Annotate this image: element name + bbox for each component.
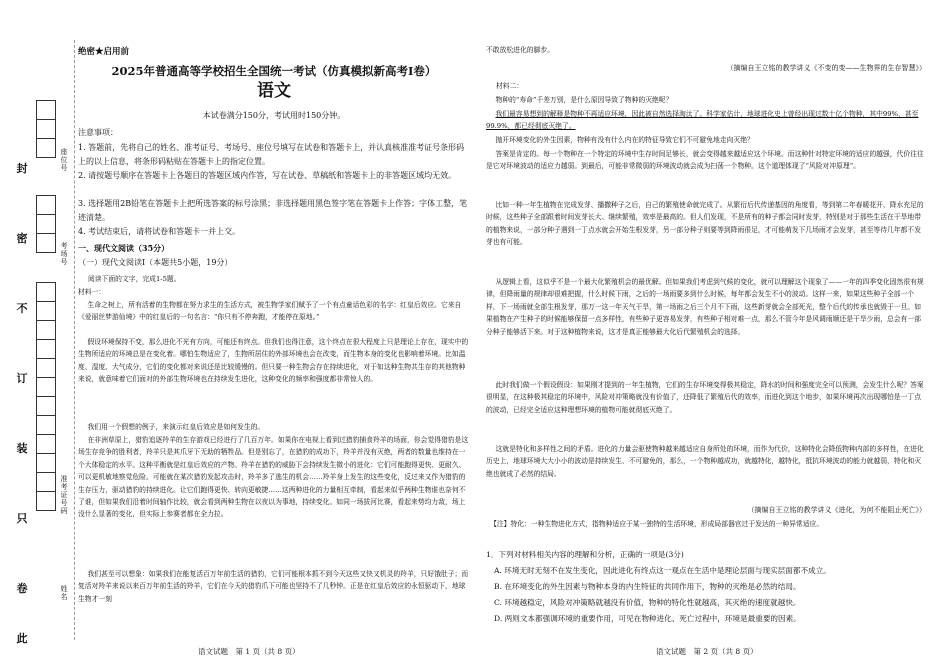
binding-dash-line	[74, 40, 75, 640]
exam-room-label: 考场号	[60, 242, 68, 266]
paragraph: 比如一种一年生植物在完成发芽、播撒种子之后，自己的繁殖使命就完成了。从繁衍后代传递基因的角度看，等到第二年春暖花开、降水充足的时候，这些种子全部跟着时间发芽长大、继续繁殖，效率是最高的。但人们发现，不是所有的种子都会同时发芽，特别是对于那些生活在干旱地带的植物来说，一部分种子遇到一丁点水就会开始生根发芽，另一部分种子则要等到降雨很足，才可能萌发下几场雨才会发芽，甚至等待几年都不发芽也有可能。	[486, 201, 924, 247]
paragraph: 在非洲草原上，猎豹追逐羚羊的生存游戏已经进行了几百万年。如果你在电视上看到过猎豹捕食羚羊的场面，你会觉得猎豹是这场生存竞争的胜利者，羚羊只是其爪牙下无助的牺牲品。但是别忘了，在猎豹的成功下，羚羊并没有灭绝，两者的数量也维持在一个大体稳定的水平。这种平衡就是红皇后效应的产物。羚羊在猎豹的威胁下会持续发生微小的进化：它们可能跑得更快、更耐久、可以更机敏地察觉危险。可能就在某次猎豹发起攻击时，羚羊多了逃生的机会……羚羊身上发生的这些变化，反过来又作为猎豹的生存压力，驱动猎豹的持续进化。让它们跑得更快、转向更敏捷……这两种进化的力量相互牵制，看起来似乎两种生物谁也奈何不了谁，但如果我们沿着时间轴作比较，就会看到两种生物在以夜以为事地，持续变化。如同一场拔河比赛，看起来势均力敌，场上没什么显著的变化，但实际上参赛者都在全力拉。	[78, 436, 469, 519]
seat-label: 座位号	[60, 148, 68, 172]
seal-char: 密	[16, 232, 28, 245]
paragraph: 物种的“寿命”千差万别，是什么原因导致了物种的灭绝呢？	[495, 96, 673, 104]
note-item: 2. 请按题号顺序在答题卡上各题目的答题区域内作答，写在试卷、草稿纸和答题卡上的非答题区域均无效。	[78, 171, 457, 180]
instruction: 阅读下面的文字，完成1-5题。	[88, 275, 181, 283]
section-title: 一、现代文阅读（35分）	[78, 243, 170, 253]
seal-char: 只	[16, 512, 28, 525]
material-label: 材料一：	[78, 288, 106, 296]
seal-line	[14, 120, 30, 645]
paragraph: 这就是特化和多样性之间的矛盾。进化的力量会驱使物种越来越适应自身所处的环境，而作为代价，这种特化会降低物种内部的多样性，在进化历史上，地球环境大大小小的波动是持续发生、不可避免的，那么，一个物种越成功，就越特化，越特化，抵抗环境波动的能力就越弱，特化和灭绝也就成了必然的结局。	[486, 445, 924, 478]
exam-title: 2025年普通高等学校招生全国统一考试（仿真模拟新高考Ⅰ卷）	[111, 64, 437, 78]
paragraph: 生命之树上，所有活着的生物都在努力求生的生活方式，被生物学家们赋予了一个有点童话色彩的名字：红皇后效应。它来自《爱丽丝梦游仙境》中的红皇后的一句名言：“你只有不停奔跑，才能停在原地。”	[78, 301, 462, 322]
secret-mark: 绝密★启用前	[78, 47, 130, 57]
paragraph: 假设环境保持不变，那么进化不光有方向，可能还有终点。但我们也得注意，这个终点在很大程度上只是理论上存在，现实中的生物所适应的环境总是在变化着。哪怕生物适应了，生物所居住的外部环境也会在改变，而生物本身的变化也影响着环境。比如温度、湿度、大气成分，它们的变化都对来说还是比较缓慢的。但只要一种生物会存在持续进化，对于如这种生物共生存的其他物种来说，就意味着它们面对的外部生物环境也在持续发生进化，这种变化的频率和强度都非常惊人的。	[78, 338, 469, 384]
note-item: 4. 考试结束后，请将试卷和答题卡一并上交。	[78, 227, 241, 236]
annotation-note: 【注】特化：一种生物进化方式，指物种适应于某一独特的生活环境，形成局部器官过于发达的一种异常适应。	[490, 520, 824, 528]
paragraph: 从逻辑上看，这似乎不是一个最大化繁殖机会的最优解。但如果我们考虑到气候的变化，就可以理解这个现象了——一年的四季变化固然很有规律，但降雨量的规律却很难把握，什么时候下雨，之后的一场雨要多到什么时候，每年都会发生不小的波动。这样一来，如果这些种子全部一个样，下一场雨就全部生根发芽，那万一这一年天气干旱，第一场雨之后三个月不下雨，这些新芽就会全部死光，整个后代的传承也就毁于一旦。如果植物在产生种子的时候能够保留一点多样性，有些种子更容易发芽，有些种子相对难一点，那么不管今年是风调雨顺还是干旱少雨，总会有一部分种子能够活下来。对于这种植物来说，这才是真正能够最大化后代繁殖机会的选择。	[486, 278, 924, 336]
seal-char: 封	[16, 162, 28, 175]
ticket-number-boxes[interactable]	[36, 282, 56, 511]
subject-title: 语文	[257, 81, 291, 101]
continued-text: 不敢放松进化的脚步。	[486, 46, 554, 54]
seal-char: 不	[16, 302, 28, 315]
note-item: 1. 答题前，先将自己的姓名、准考证号、考场号、座位号填写在试卷和答题卡上，并认真核准准考证号条形码上的以上信息，将条形码粘贴在答题卡上的指定位置。	[78, 143, 465, 166]
seal-char: 卷	[16, 582, 28, 595]
paragraph: 我们甚至可以想象：如果我们在能复活百万年前生活的猎豹，它们可能根本抓不到今天这些又快又机灵的羚羊，只好饿肚子；而复活对羚羊来说以来百万年前生活的羚羊，它们在今天的猎豹爪下可能也坚持不了几秒钟。正是在红皇后效应的永恒驱动下，地球生物才一刻	[78, 570, 469, 603]
question-stem: 1．下列对材料相关内容的理解和分析，正确的一项是(3分)	[486, 550, 684, 559]
score-line: 本试卷满分150分，考试用时150分钟。	[202, 111, 346, 120]
notes-heading: 注意事项：	[78, 128, 118, 137]
seal-char: 此	[16, 632, 28, 645]
source-citation: （摘编自王立铭的教学讲义《进化，为何不能阻止死亡》）	[747, 506, 926, 514]
option-b[interactable]: B. 在环境变化的外生因素与物种本身的内生特征的共同作用下，物种的灭绝是必然的结局。	[494, 582, 801, 591]
material-label: 材料二：	[496, 82, 524, 90]
seal-char: 订	[16, 372, 28, 385]
option-d[interactable]: D. 两则文本都强调环境的重要作用，可见在物种进化、死亡过程中，环境是最重要的因素。	[494, 614, 801, 623]
option-c[interactable]: C. 环境越稳定，风险对冲策略就越没有价值，物种的特化性就越高，其灭绝的速度就越快。	[494, 598, 801, 607]
page-footer: 语文试题 第 2 页（共 8 页）	[656, 647, 758, 656]
binding-strip	[0, 0, 78, 672]
exam-room-boxes[interactable]	[36, 195, 56, 253]
note-item: 3. 选择题用2B铅笔在答题卡上把所选答案的标号涂黑；非选择题用黑色签字笔在答题卡上作答；字体工整，笔迹清楚。	[78, 199, 468, 222]
page-footer: 语文试题 第 1 页（共 8 页）	[198, 647, 300, 656]
option-a[interactable]: A. 环境无时无刻不在发生变化，因此进化有终点这一观点在生活中是理论层面与现实层面都不成立。	[494, 566, 831, 575]
name-label: 姓名	[60, 585, 68, 601]
source-citation: （摘编自王立铭的教学讲义《不变的变——生物界的生存智慧》）	[726, 64, 926, 72]
paragraph: 答案是肯定的。每一个物种在一个特定的环境中生存时间足够长，就会变得越来越适应这个环境。而这种针对特定环境的适应的越强，代价往往是它对环境波动的适应力越弱。到最后，可能非常微弱的环境波动就会成为扫荡一个物种。这个道理体现了“风险对冲原理”。	[486, 150, 924, 171]
subsection-title: （一）现代文阅读Ⅰ（本题共5小题，19分）	[78, 258, 233, 267]
paragraph: 此时我们做一个假设假设：如果刚才提到的一年生植物，它们的生存环境变得极其稳定，降水的时间和强度完全可以预测，会发生什么呢？答案很明显，在这种极其稳定的环境中，风险对冲策略就没有价值了，还降低了繁殖后代的效率，而进化到这个地步，如果环境再次出现哪怕是一丁点的波动，已经完全适应这种理想环境的植物可能就彻底灭绝了。	[486, 381, 924, 414]
paragraph: 我们用一个假想的例子，来演示红皇后效应是如何发生的。	[87, 423, 265, 431]
paragraph-underlined: 我们最容易想到的解释是物种不再适应环境，因此被自然选择淘汰了。科学家估计，地球进化史上曾经出现过数十亿个物种，其中99%，甚至99.9%，都已经彻底灭绝了。	[486, 110, 919, 131]
seat-number-boxes[interactable]	[36, 100, 56, 158]
paragraph: 抛开环境变化的外生因素，物种有没有什么内在的特征导致它们不可避免地走向灭绝？	[495, 136, 754, 144]
ticket-label: 准考证号码	[60, 475, 68, 515]
seal-char: 装	[16, 442, 28, 455]
